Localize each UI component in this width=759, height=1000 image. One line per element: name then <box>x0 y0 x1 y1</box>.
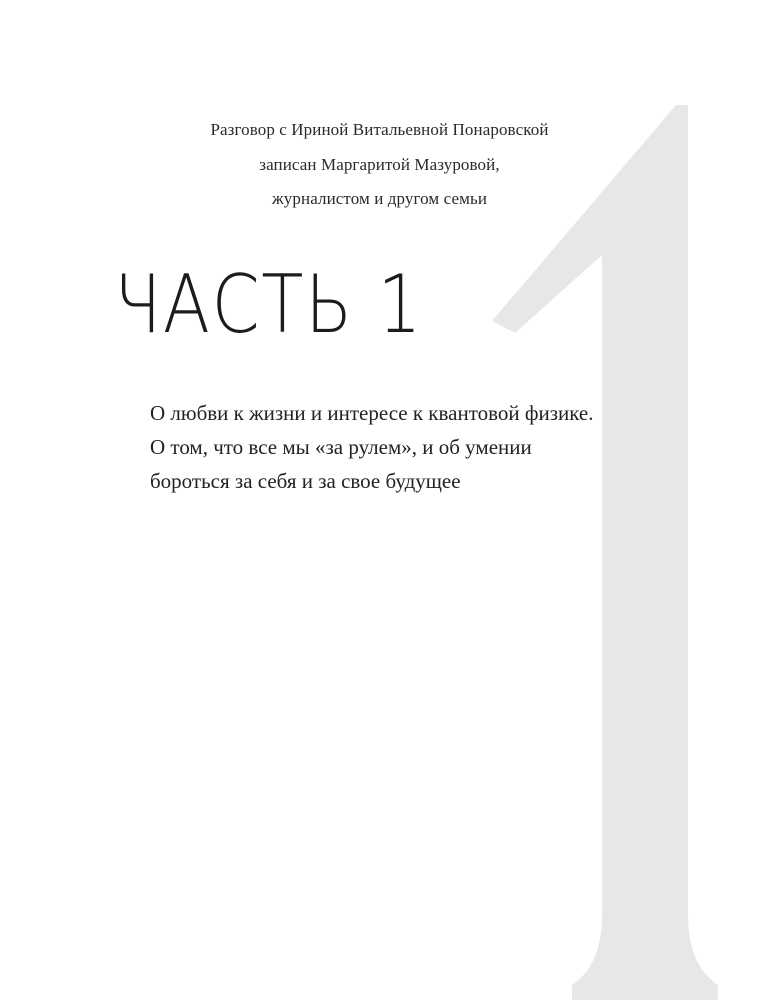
part-summary <box>150 396 650 498</box>
credits-line-1: Разговор с Ириной Витальевной Понаровской <box>210 120 549 139</box>
summary-line-3: бороться за себя и за свое будущее <box>150 469 461 493</box>
large-numeral-one-icon <box>480 95 720 1000</box>
summary-line-2: О том, что все мы «за рулем», и об умении <box>150 435 532 459</box>
credits-line-2: записан Маргаритой Мазуровой, <box>259 154 500 174</box>
credits-line-3: журналистом и другом семьи <box>271 189 488 208</box>
summary-line-1: О любви к жизни и интересе к квантовой физике. <box>150 401 594 425</box>
part-title: ЧАСТЬ 1 <box>114 258 424 351</box>
credits-block <box>0 113 759 217</box>
